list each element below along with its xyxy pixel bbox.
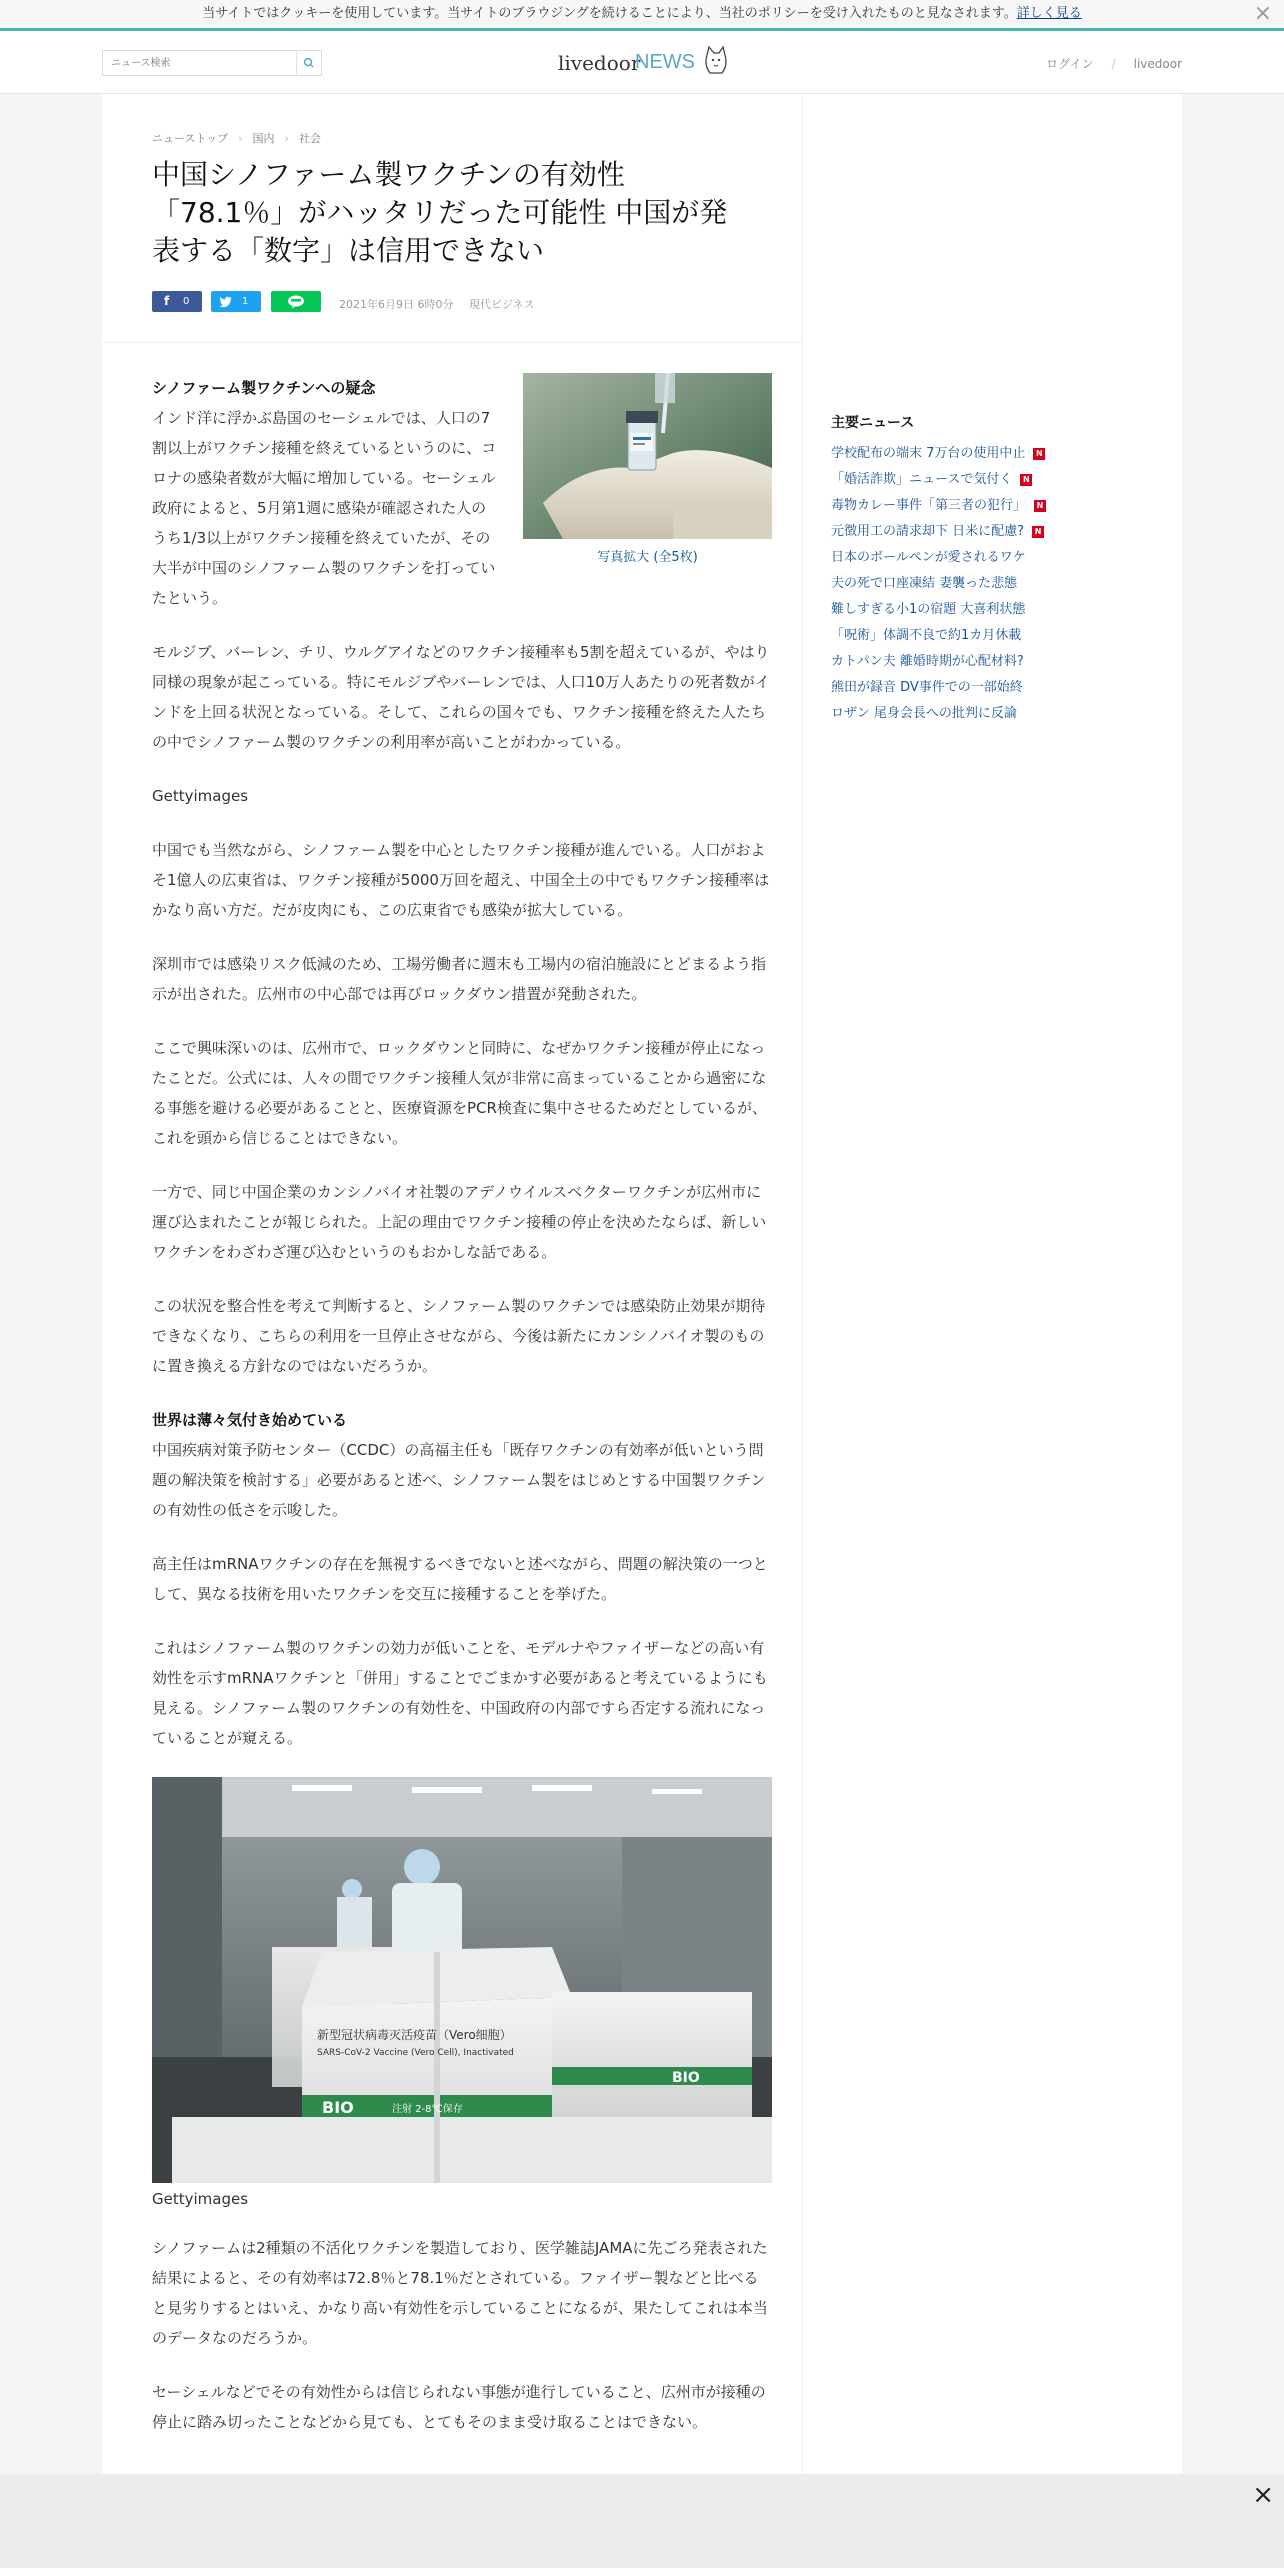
gettyimages-credit-1: Gettyimages (152, 787, 249, 805)
new-badge: N (1032, 526, 1044, 538)
paragraph-5: ここで興味深いのは、広州市で、ロックダウンと同時に、なぜかワクチン接種が停止になったことだ。公式には、人々の間でワクチン接種人気が非常に高まっていることから過密になる事態を避ける必要があることと、医療資源をPCR検査に集中させるためだとしているが、これを頭から信じることはできない。 (152, 1039, 767, 1147)
paragraph-12: セーシェルなどでその有効性からは信じられない事態が進行していること、広州市が接種の停止に踏み切ったことなどから見ても、とてもそのまま受け取ることはできない。 (152, 2383, 766, 2431)
news-item[interactable]: 毒物カレー事件「第三者の犯行」 N (831, 493, 1046, 519)
breadcrumb-top[interactable]: ニューストップ (152, 132, 229, 145)
main-column (102, 94, 803, 2474)
mascot-icon (702, 45, 730, 79)
paragraph-6: 一方で、同じ中国企業のカンシノバイオ社製のアデノウイルスベクターワクチンが広州市に運び込まれたことが報じられた。上記の理由でワクチン接種の停止を決めたならば、新しいワクチンをわざわざ運び込むというのもおかしな話である。 (152, 1183, 767, 1261)
section-heading-2: 世界は薄々気付き始めている (152, 1411, 348, 1429)
news-item[interactable]: 学校配布の端末 7万台の使用中止 N (831, 441, 1046, 467)
breadcrumb: ニューストップ › 国内 › 社会 (152, 132, 321, 145)
photo-enlarge-link[interactable]: 写真拡大 (全5枚) (597, 550, 698, 565)
header-divider (102, 342, 802, 343)
box-label-text: 新型冠状病毒灭活疫苗（Vero细胞） (317, 2028, 512, 2042)
vaccine-photo[interactable] (523, 373, 772, 539)
breadcrumb-society[interactable]: 社会 (298, 132, 321, 145)
box-bio-label: BIO (322, 2098, 354, 2117)
news-item[interactable]: 「呪術」体調不良で約1カ月休載 (831, 628, 1022, 643)
paragraph-4: 深圳市では感染リスク低減のため、工場労働者に週末も工場内の宿泊施設にとどまるよう指示が出された。広州市の中心部では再びロックダウン措置が発動された。 (152, 955, 767, 1003)
facebook-share-button[interactable] (152, 291, 202, 312)
paragraph-7: この状況を整合性を考えて判断すると、シノファーム製のワクチンでは感染防止効果が期待できなくなり、こちらの利用を一旦停止させながら、今後は新たにカンシノバイオ製のものに置き換える方針なのではないだろうか。 (152, 1297, 766, 1375)
gettyimages-credit-2: Gettyimages (152, 2190, 249, 2208)
paragraph-3: 中国でも当然ながら、シノファーム製を中心としたワクチン接種が進んでいる。人口がおよそ1億人の広東省は、ワクチン接種が5000万回を超え、中国全土の中でもワクチン接種率はかなり高い方だ。だが皮肉にも、この広東省でも感染が拡大している。 (152, 841, 770, 919)
login-link[interactable]: ログイン (1046, 57, 1094, 71)
section-heading-1: シノファーム製ワクチンへの疑念 (152, 379, 376, 397)
new-badge: N (1034, 500, 1046, 512)
breadcrumb-domestic[interactable]: 国内 (252, 132, 275, 145)
search-button[interactable] (296, 51, 321, 75)
vaccine-factory-image (152, 1777, 772, 2183)
search-input[interactable] (103, 51, 289, 75)
article-title: 中国シノファーム製ワクチンの有効性「78.1％」がハッタリだった可能性 中国が発表する「数字」は信用できない (152, 158, 728, 267)
cookie-close-icon[interactable]: × (1253, 1, 1272, 26)
twitter-count: 1 (242, 296, 249, 307)
search-icon (297, 51, 321, 75)
site-header (0, 31, 1284, 94)
cookie-details-link[interactable]: 詳しく見る (1016, 6, 1082, 21)
facebook-icon: f (164, 294, 170, 308)
cookie-text: 当サイトではクッキーを使用しています。当サイトのブラウジングを続けることにより、当社のポリシーを受け入れたものと見なされます。 (202, 6, 1017, 21)
livedoor-link[interactable]: livedoor (1133, 57, 1182, 71)
box-label-en: SARS-CoV-2 Vaccine (Vero Cell), Inactivated (317, 2048, 514, 2058)
header-links: ログイン / livedoor (1046, 57, 1182, 71)
box-note-text: 注射 2-8℃保存 (392, 2104, 463, 2115)
new-badge: N (1020, 474, 1032, 486)
article-date: 2021年6月9日 6時0分 (339, 298, 454, 311)
box-bio-label-2: BIO (672, 2070, 700, 2086)
close-icon[interactable]: × (1252, 2480, 1274, 2510)
paragraph-11: シノファームは2種類の不活化ワクチンを製造しており、医学雑誌JAMAに先ごろ発表された結果によると、その有効率は72.8％と78.1％だとされている。ファイザー製などと比べると見劣りするとはいえ、かなり高い有効性を示していることになるが、果たしてこれは本当のデータなのだろうか。 (152, 2239, 768, 2347)
facebook-count: 0 (183, 296, 190, 307)
line-share-button[interactable] (271, 291, 321, 312)
news-item[interactable]: ロザン 尾身会長への批判に反論 (831, 706, 1017, 721)
paragraph-8: 中国疾病対策予防センター（CCDC）の高福主任も「既存ワクチンの有効率が低いという問題の解決策を検討する」必要があると述べ、シノファーム製をはじめとする中国製ワクチンの有効性の低さを示唆した。 (152, 1441, 766, 1519)
article-photo[interactable] (523, 373, 772, 568)
line-icon (287, 295, 305, 309)
search-box (102, 50, 322, 76)
new-badge: N (1033, 448, 1045, 460)
vaccine-vial-image (523, 373, 772, 539)
logo-news: NEWS (635, 51, 695, 73)
site-logo[interactable] (558, 45, 738, 79)
news-item[interactable]: 日本のボールペンが愛されるワケ (831, 550, 1026, 565)
news-item[interactable]: 元徴用工の請求却下 日米に配慮? N (831, 519, 1046, 545)
news-item[interactable]: カトパン夫 離婚時期が心配材料? (831, 654, 1024, 669)
bottom-ad-bar (0, 2474, 1284, 2568)
news-item[interactable]: 「婚活詐欺」ニュースで気付く N (831, 467, 1046, 493)
paragraph-1: インド洋に浮かぶ島国のセーシェルでは、人口の7割以上がワクチン接種を終えているというのに、コロナの感染者数が大幅に増加している。セーシェル政府によると、5月第1週に感染が確認された人のうち1/3以上がワクチン接種を終えていたが、その大半が中国のシノファーム製のワクチンを打っていたという。 (152, 409, 497, 607)
paragraph-10: これはシノファーム製のワクチンの効力が低いことを、モデルナやファイザーなどの高い有効性を示すmRNAワクチンと「併用」することでごまかす必要があると考えているようにも見える。シノファーム製のワクチンの有効性を、中国政府の内部ですら否定する流れになっていることが窺える。 (152, 1639, 768, 1747)
news-item[interactable]: 夫の死で口座凍結 妻襲った悲態 (831, 576, 1018, 591)
logo-livedoor: livedoor (558, 51, 641, 75)
news-item[interactable]: 難しすぎる小1の宿題 大喜利状態 (831, 602, 1026, 617)
article-source[interactable]: 現代ビジネス (469, 298, 535, 311)
article-body (152, 373, 772, 2461)
twitter-icon (219, 296, 233, 308)
twitter-share-button[interactable] (211, 291, 261, 312)
page-container (102, 94, 1182, 2474)
paragraph-2: モルジブ、バーレン、チリ、ウルグアイなどのワクチン接種率も5割を超えているが、やはり同様の現象が起こっている。特にモルジブやバーレンでは、人口10万人あたりの死者数がインドを上回る状況となっている。そして、これらの国々でも、ワクチン接種を終えた人たちの中でシノファーム製のワクチンの利用率が高いことがわかっている。 (152, 643, 770, 751)
main-news-heading: 主要ニュース (831, 415, 915, 431)
main-news-list (831, 441, 1046, 727)
news-item[interactable]: 熊田が録音 DV事件での一部始終 (831, 680, 1023, 695)
factory-photo[interactable] (152, 1777, 772, 2183)
cookie-banner (0, 0, 1284, 31)
paragraph-9: 高主任はmRNAワクチンの存在を無視するべきでないと述べながら、問題の解決策の一つとして、異なる技術を用いたワクチンを交互に接種することを挙げた。 (152, 1555, 768, 1603)
